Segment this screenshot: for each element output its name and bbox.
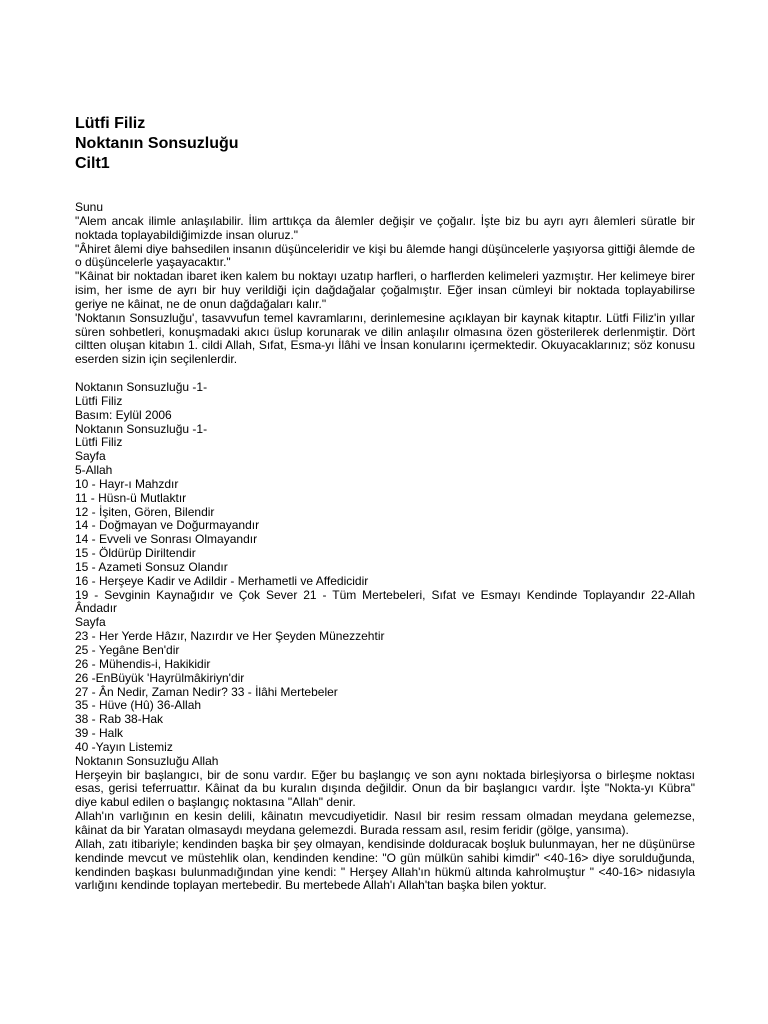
contents-line: Lütfi Filiz [75,435,123,450]
contents-line: 23 - Her Yerde Hâzır, Nazırdır ve Her Şeyden Münezzehtir [75,629,385,644]
body-section [75,769,695,894]
contents-line: Sayfa [75,449,106,464]
contents-line: 16 - Herşeye Kadir ve Adildir - Merhametli ve Affedicidir [75,573,369,588]
contents-line: 25 - Yegâne Ben'dir [75,643,180,657]
document-page [75,114,695,893]
contents-line: 14 - Doğmayan ve Doğurmayandır [75,518,260,533]
contents-line: 35 - Hüve (Hû) 36-Allah [75,698,202,713]
intro-section [75,201,695,367]
contents-line: Lütfi Filiz [75,393,123,408]
contents-line: 27 - Ân Nedir, Zaman Nedir? 33 - İlâhi Mertebeler [75,684,338,699]
body-paragraph: Herşeyin bir başlangıcı, bir de sonu vardır. Eğer bu başlangıç ve son aynı noktada birleşiyorsa o birleşme noktası esas, gerisi teferruattır. Kâinat da bu kuralın dışında değildir. Onun da bir başlangıcı vardır. İşte "Nokta-yı Kübra" diye kabul edilen o başlangıç noktasına "Allah" denir. [75,767,695,810]
body-paragraph: Allah, zatı itibariyle; kendinden başka bir şey olmayan, kendisinde dolduracak boşluk bulunmayan, her ne düşünürse kendinde mevcut ve müstehlik olan, kendinden kendine: "O gün mülkün sahibi kimdir" <40-16> diye sorulduğunda, kendinden başkası bulunmadığından yine kendi: " Herşey Allah'ın hükmü altında kahrolmuştur " <40-16> nidasıyla varlığını kendinde toplayan mertebedir. Bu mertebede Allah'ı Allah'tan başka bilen yoktur. [75,836,695,893]
body-paragraph: Allah'ın varlığının en kesin delili, kâinatın mevcudiyetidir. Nasıl bir resim ressam olmadan meydana gelemezse, kâinat da bir Yaratan olmasaydı meydana gelemezdi. Burada ressam asıl, resim feridir (gölge, yansıma). [75,809,695,837]
volume-label: Cilt1 [75,155,110,172]
contents-line: 14 - Evveli ve Sonrası Olmayandır [75,532,258,547]
book-title: Noktanın Sonsuzluğu [75,135,239,152]
contents-line: 11 - Hüsn-ü Mutlaktır [75,490,187,505]
intro-heading: Sunu [75,200,104,214]
intro-paragraph: "Kâinat bir noktadan ibaret iken kalem bu noktayı uzatıp harfleri, o harflerden kelimeleri yazmıştır. Her kelimeye birer isim, her isme de ayrı bir huy verildiği için dağdağalar çoğalmıştır. Eğer insan cümleyi bir noktada toplayabilirse geriye ne kâinat, ne de onun dağdağaları kalır." [75,269,695,311]
contents-list [75,381,695,769]
contents-line: 26 -EnBüyük 'Hayrülmâkiriyn'dir [75,670,245,685]
contents-line: Noktanın Sonsuzluğu -1- [75,379,208,394]
contents-line: 5-Allah [75,463,113,478]
intro-paragraph: "Alem ancak ilimle anlaşılabilir. İlim arttıkça da âlemler değişir ve çoğalır. İşte biz bu ayrı ayrı âlemleri süratle bir noktada toplayabildiğimizde insan oluruz." [75,213,695,242]
contents-line: 19 - Sevginin Kaynağıdır ve Çok Sever 21 - Tüm Mertebeleri, Sıfat ve Esmayı Kendinde Toplayandır 22-Allah Ândadır [75,587,695,616]
contents-line: 38 - Rab 38-Hak [75,712,164,727]
document-title [75,114,695,174]
contents-line: Noktanın Sonsuzluğu -1- [75,421,208,436]
section-heading: Noktanın Sonsuzluğu Allah [75,753,219,768]
intro-paragraph: 'Noktanın Sonsuzluğu', tasavvufun temel kavramlarını, derinlemesine açıklayan bir kaynak kitaptır. Lütfi Filiz'in yıllar süren sohbetleri, konuşmadaki akıcı üslup korunarak ve dilin anlaşılır olmasına özen gösterilerek derlenmiştir. Dört ciltten oluşan kitabın 1. cildi Allah, Sıfat, Esma-yı İlâhi ve İnsan konularını içermektedir. Okuyacaklarınız; söz konusu eserden sizin için seçilenlerdir. [75,310,695,367]
contents-line: 26 - Mühendis-i, Hakikidir [75,656,211,671]
author-name: Lütfi Filiz [75,115,146,132]
contents-line: 10 - Hayr-ı Mahzdır [75,476,179,491]
contents-line: 12 - İşiten, Gören, Bilendir [75,504,215,519]
contents-line: 40 -Yayın Listemiz [75,739,173,754]
contents-line: Sayfa [75,615,106,630]
intro-paragraph: "Âhiret âlemi diye bahsedilen insanın düşünceleridir ve kişi bu âlemde hangi düşüncelerle yaşıyorsa gittiği âlemde de o düşüncelerle yaşayacaktır." [75,241,695,270]
contents-line: Basım: Eylül 2006 [75,407,172,422]
contents-line: 15 - Azameti Sonsuz Olandır [75,559,228,574]
contents-line: 39 - Halk [75,726,124,741]
contents-line: 15 - Öldürüp Diriltendir [75,546,196,561]
